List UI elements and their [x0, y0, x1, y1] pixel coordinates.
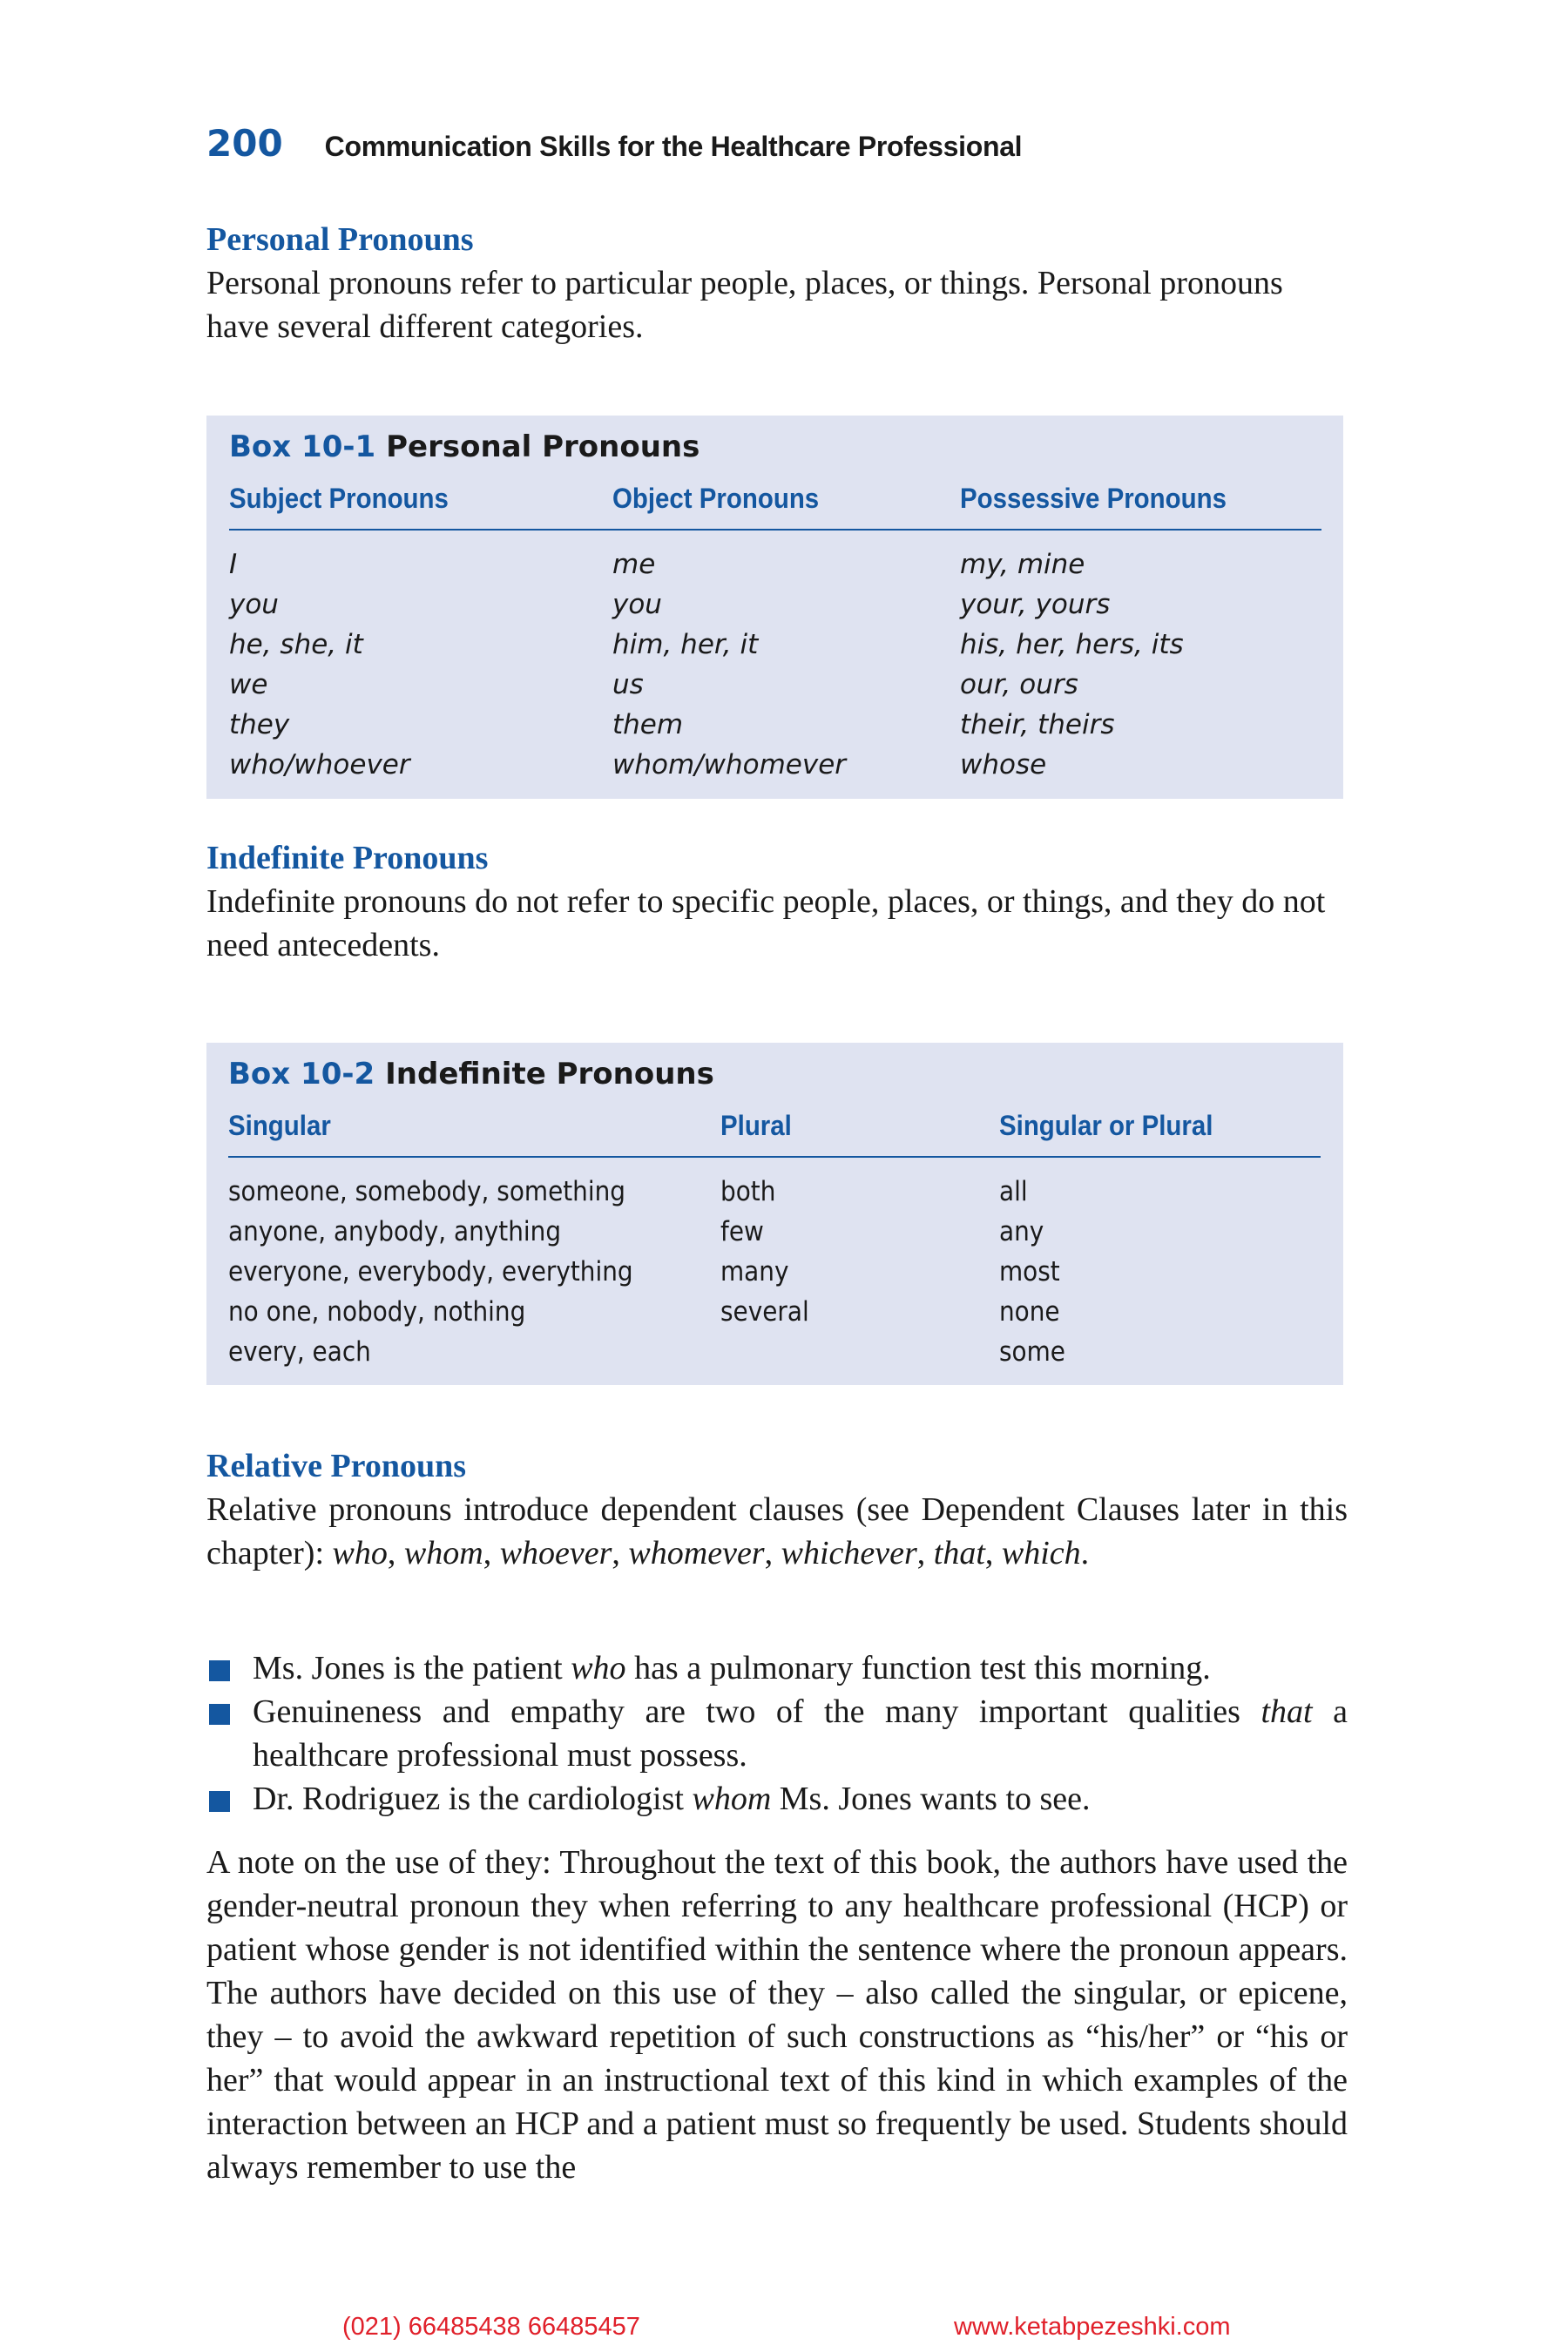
- subject-column: [229, 544, 410, 785]
- list-item: him, her, it: [612, 629, 759, 660]
- emphasis: whom: [692, 1781, 772, 1817]
- box-name: Indefinite Pronouns: [385, 1057, 714, 1092]
- running-header: [206, 122, 1022, 174]
- list-item: whom/whomever: [612, 749, 847, 781]
- list-item: he, she, it: [229, 629, 363, 660]
- emphasis: who: [571, 1650, 626, 1686]
- list-item: you: [612, 589, 662, 620]
- list-item: whose: [960, 749, 1047, 781]
- header-rule: [229, 529, 1321, 531]
- list-item: them: [612, 709, 684, 740]
- list-item: most: [999, 1256, 1060, 1288]
- box-personal-pronouns: [206, 416, 1343, 799]
- list-item: none: [999, 1296, 1060, 1328]
- column-header-singular-or-plural: Singular or Plural: [999, 1110, 1213, 1141]
- footer-phone: (021) 66485438 66485457: [342, 2313, 640, 2341]
- bullet-square-icon: [209, 1791, 230, 1812]
- list-item: us: [612, 669, 644, 700]
- column-header-object: Object Pronouns: [612, 483, 820, 514]
- section-paragraph: Personal pronouns refer to particular people, places, or things. Personal pronouns have several different categories.: [206, 265, 1283, 345]
- object-column: [612, 544, 846, 785]
- list-item: his, her, hers, its: [960, 629, 1184, 660]
- list-item: Genuineness and empathy are two of the many important qualities that a healthcare professional must possess.: [206, 1690, 1348, 1777]
- list-item: all: [999, 1176, 1028, 1207]
- list-item: any: [999, 1216, 1044, 1247]
- pronoun-term: whichever: [781, 1535, 917, 1571]
- plural-column: [720, 1172, 819, 1332]
- list-item: many: [720, 1256, 789, 1288]
- box-title: [228, 1057, 714, 1092]
- page-number: 200: [206, 122, 283, 165]
- running-title: Communication Skills for the Healthcare Professional: [324, 131, 1023, 162]
- list-item: you: [229, 589, 279, 620]
- relative-intro: Relative pronouns introduce dependent clauses (see Dependent Clauses later in this chapter):: [206, 1491, 1348, 1571]
- pronoun-term: whom: [403, 1535, 483, 1571]
- header-rule: [228, 1156, 1321, 1158]
- bullet-square-icon: [209, 1660, 230, 1681]
- list-item: Dr. Rodriguez is the cardiologist whom Ms. Jones wants to see.: [206, 1777, 1348, 1821]
- note-paragraph: A note on the use of they: Throughout the text of this book, the authors have used the gender-neutral pronoun they when referring to any healthcare professional (HCP) or patient whose gender is not identified within the sentence where the pronoun appears. The authors have decided on this use of they – also called the singular, or epicene, they – to avoid the awkward repetition of such constructions as “his/her” or “his or her” that would appear in an instructional text of this kind in which examples of the interaction between an HCP and a patient must so frequently be used. Students should always remember to use the: [206, 1844, 1348, 2186]
- list-item: anyone, anybody, anything: [228, 1216, 562, 1247]
- bullet-square-icon: [209, 1704, 230, 1725]
- singular-column: [228, 1172, 678, 1372]
- box-number: Box 10-1: [229, 429, 376, 464]
- list-item: they: [229, 709, 290, 740]
- list-item: both: [720, 1176, 776, 1207]
- pronoun-term: whomever: [628, 1535, 765, 1571]
- column-header-subject: Subject Pronouns: [229, 483, 449, 514]
- box-title: [229, 429, 700, 464]
- list-item: we: [229, 669, 268, 700]
- footer-website-link[interactable]: www.ketabpezeshki.com: [954, 2313, 1231, 2341]
- list-item: few: [720, 1216, 764, 1247]
- emphasis: that: [1260, 1693, 1313, 1730]
- box-number: Box 10-2: [228, 1057, 375, 1092]
- list-item: our, ours: [960, 669, 1078, 700]
- list-item: Ms. Jones is the patient who has a pulmonary function test this morning.: [206, 1646, 1348, 1690]
- indefinite-pronouns-section: [206, 836, 1348, 967]
- list-item: I: [229, 549, 238, 580]
- list-item: their, theirs: [960, 709, 1115, 740]
- list-item: someone, somebody, something: [228, 1176, 626, 1207]
- column-header-plural: Plural: [720, 1110, 792, 1141]
- section-paragraph: Relative pronouns introduce dependent clauses (see Dependent Clauses later in this chapter): who, whom, whoever, whomever, whichever, that, which.: [206, 1491, 1348, 1571]
- relative-pronouns-section: [206, 1444, 1348, 1575]
- section-heading: Indefinite Pronouns: [206, 840, 489, 876]
- usage-note: [206, 1841, 1348, 2189]
- pronoun-term: which: [1001, 1535, 1081, 1571]
- list-item: me: [612, 549, 656, 580]
- pronoun-term: that: [933, 1535, 985, 1571]
- column-header-singular: Singular: [228, 1110, 331, 1141]
- box-indefinite-pronouns: [206, 1043, 1343, 1385]
- list-item: several: [720, 1296, 809, 1328]
- column-header-possessive: Possessive Pronouns: [960, 483, 1227, 514]
- list-item: who/whoever: [229, 749, 410, 781]
- list-item: my, mine: [960, 549, 1085, 580]
- personal-pronouns-section: [206, 218, 1348, 348]
- possessive-column: [960, 544, 1184, 785]
- example-list: [206, 1646, 1348, 1821]
- box-name: Personal Pronouns: [386, 429, 700, 464]
- list-item: everyone, everybody, everything: [228, 1256, 633, 1288]
- list-item: no one, nobody, nothing: [228, 1296, 526, 1328]
- section-paragraph: Indefinite pronouns do not refer to specific people, places, or things, and they do not need antecedents.: [206, 883, 1326, 963]
- list-item: some: [999, 1336, 1065, 1368]
- pronoun-term: whoever: [499, 1535, 612, 1571]
- list-item: every, each: [228, 1336, 371, 1368]
- section-heading: Personal Pronouns: [206, 221, 474, 258]
- pronoun-term: who: [332, 1535, 388, 1571]
- list-item: your, yours: [960, 589, 1111, 620]
- section-heading: Relative Pronouns: [206, 1448, 467, 1484]
- singular-or-plural-column: [999, 1172, 1072, 1372]
